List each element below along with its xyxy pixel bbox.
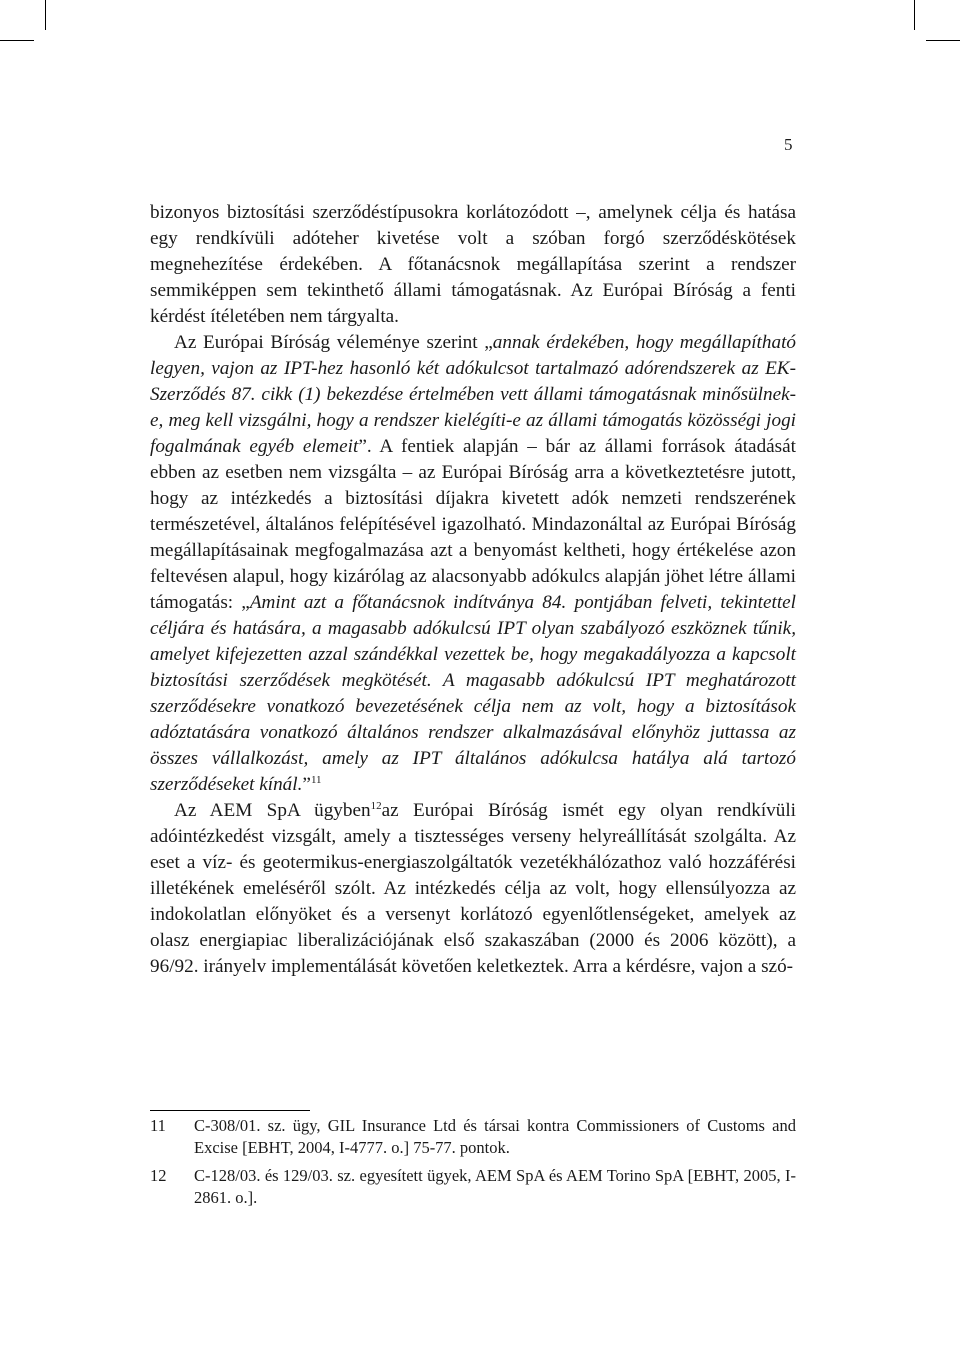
quotation-1: annak érdekében, hogy megállapítható legyen, vajon az IPT-hez hasonló két adókulcsot tartalmazó adórendszerek az EK-Szerződés 87. cikk (1) bekezdése értelmében vett állami támogatásnak minősülnek-e, meg kell vizsgálni, hogy a rendszer kielégíti-e az állami támogatás közösségi jogi fogalmának egyéb elemeit	[150, 332, 796, 457]
paragraph-2: Az Európai Bíróság véleménye szerint „annak érdekében, hogy megállapítható legyen, vajon az IPT-hez hasonló két adókulcsot tartalmazó adórendszerek az EK-Szerződés 87. cikk (1) bekezdése értelmében vett állami támogatásnak minősülnek-e, meg kell vizsgálni, hogy a rendszer kielégíti-e az állami támogatás közösségi jogi fogalmának egyéb elemeit”. A fentiek alapján – bár az állami források átadását ebben az esetben nem vizsgálta – az Európai Bíróság arra a következtetésre jutott, hogy az intézkedés a biztosítási díjakra kivetett adók nemzeti rendszerének természetével, általános felépítésével igazolható. Mindazonáltal az Európai Bíróság megállapításainak megfogalmazása azt a benyomást keltheti, hogy értékelése azon feltevésen alapul, hogy kizárólag az alacsonyabb adókulcs alapján jöhet létre állami támogatás: „Amint azt a főtanácsnok indítványa 84. pontjában felveti, tekintettel céljára és hatására, a magasabb adókulcsú IPT olyan szabályozó eszköznek tűnik, amelyet kifejezetten azzal szándékkal vezettek be, hogy megakadályozza a kapcsolt biztosítási szerződések megkötését. A magasabb adókulcsú IPT meghatározott szerződésekre vonatkozó bevezetésének célja nem az volt, hogy a biztosítások adóztatására vonatkozó általános rendszer alkalmazásával előnyhöz juttassa az összes vállalkozást, amely az IPT általános adókulcsa hatálya alá tartozó szerződéseket kínál.”$^{11}$	[150, 332, 796, 795]
crop-mark-top-left	[45, 0, 46, 30]
paragraph-3: Az AEM SpA ügyben$^{12}$az Európai Bíróság ismét egy olyan rendkívüli adóintézkedést vizsgált, amely a tisztességes verseny helyreállítását szolgálta. Az eset a víz- és geotermikus-energiaszolgáltatók vezetékhálózathoz való hozzáférési illetékének emeléséről szólt. Az intézkedés célja az volt, hogy ellensúlyozza az indokolatlan előnyöket és a versenyt korlátozó egyenlőtlenségeket, amelyek az olasz energiapiac liberalizációjának első szakaszában (2000 és 2006 között), a 96/92. irányelv implementálását követően keletkeztek. Arra a kérdésre, vajon a szó-	[150, 800, 797, 977]
crop-mark-top-right-h	[926, 40, 960, 41]
crop-mark-top-right	[914, 0, 915, 30]
page-number: 5	[784, 135, 793, 154]
footnote-text: C-308/01. sz. ügy, GIL Insurance Ltd és társai kontra Commissioners of Customs and Excise [EBHT, 2004, I-4777. o.] 75-77. pontok.	[194, 1116, 796, 1157]
body-text	[150, 200, 796, 980]
crop-mark-top-left-h	[0, 40, 34, 41]
footnote-number: 11	[150, 1116, 166, 1135]
footnote-ref-12[interactable]: 12	[370, 800, 382, 812]
footnote-separator	[150, 1110, 310, 1111]
footnote-12	[150, 1165, 796, 1209]
paragraph-1: bizonyos biztosítási szerződéstípusokra korlátozódott –, amelynek célja és hatása egy rendkívüli adóteher kivetése volt a szóban forgó szerződéskötések megnehezítése érdekében. A főtanácsnok megállapítása szerint a rendszer semmiképpen sem tekinthető állami támogatásnak. Az Európai Bíróság a fenti kérdést ítéletében nem tárgyalta.	[150, 202, 796, 327]
footnote-11	[150, 1115, 796, 1159]
footnotes	[150, 1115, 796, 1215]
quotation-2: Amint azt a főtanácsnok indítványa 84. pontjában felveti, tekintettel céljára és hatására, a magasabb adókulcsú IPT olyan szabályozó eszköznek tűnik, amelyet kifejezetten azzal szándékkal vezettek be, hogy megakadályozza a kapcsolt biztosítási szerződések megkötését. A magasabb adókulcsú IPT meghatározott szerződésekre vonatkozó bevezetésének célja nem az volt, hogy a biztosítások adóztatására vonatkozó általános rendszer alkalmazásával előnyhöz juttassa az összes vállalkozást, amely az IPT általános adókulcsa hatálya alá tartozó szerződéseket kínál.	[150, 592, 796, 795]
footnote-text: C-128/03. és 129/03. sz. egyesített ügyek, AEM SpA és AEM Torino SpA [EBHT, 2005, I-2861. o.].	[194, 1166, 796, 1207]
footnote-ref-11[interactable]: 11	[310, 774, 322, 786]
footnote-number: 12	[150, 1166, 167, 1185]
